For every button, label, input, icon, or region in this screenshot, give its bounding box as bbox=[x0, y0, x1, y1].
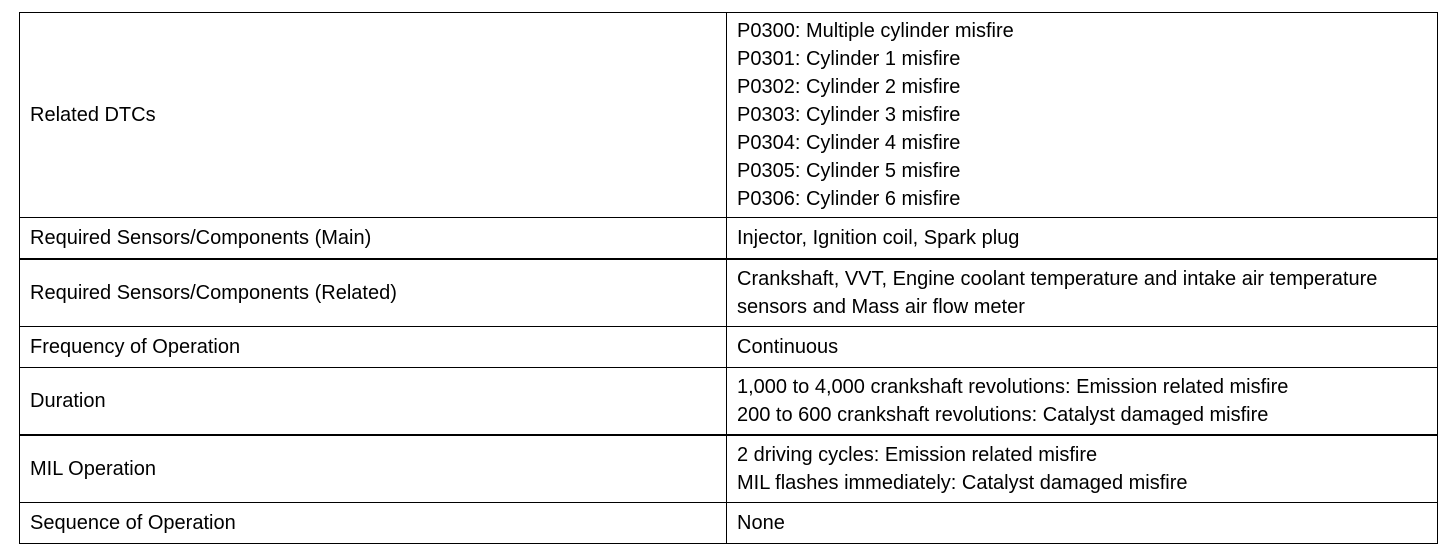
dtc-p0305: P0305: Cylinder 5 misfire bbox=[737, 160, 961, 182]
row-value-cell bbox=[727, 218, 1438, 260]
dtc-p0300: P0300: Multiple cylinder misfire bbox=[737, 20, 1014, 42]
row-value: MIL flashes immediately: Catalyst damaged misfire bbox=[737, 472, 1188, 494]
row-label-cell bbox=[20, 503, 727, 544]
dtc-p0302: P0302: Cylinder 2 misfire bbox=[737, 76, 961, 98]
row-value-cell bbox=[727, 435, 1438, 503]
dtc-p0304: P0304: Cylinder 4 misfire bbox=[737, 132, 961, 154]
row-value-cell bbox=[727, 259, 1438, 327]
table-row-required-main bbox=[20, 218, 1438, 260]
dtc-p0306: P0306: Cylinder 6 misfire bbox=[737, 188, 961, 210]
table-row-related-dtcs bbox=[20, 13, 1438, 218]
table-row-mil-operation bbox=[20, 435, 1438, 503]
table-row-frequency bbox=[20, 327, 1438, 368]
row-value-cell bbox=[727, 368, 1438, 436]
table-row-required-related bbox=[20, 259, 1438, 327]
row-label-cell bbox=[20, 368, 727, 436]
row-label: MIL Operation bbox=[30, 458, 156, 480]
row-value: Continuous bbox=[737, 336, 839, 358]
row-label-cell bbox=[20, 13, 727, 218]
monitor-spec-table bbox=[19, 12, 1438, 544]
row-value-cell bbox=[727, 13, 1438, 218]
row-label-cell bbox=[20, 435, 727, 503]
row-value: Crankshaft, VVT, Engine coolant temperature and intake air temperature sensors and Mass air flow meter bbox=[737, 268, 1378, 318]
row-value-cell bbox=[727, 503, 1438, 544]
row-value-cell bbox=[727, 327, 1438, 368]
table-row-sequence bbox=[20, 503, 1438, 544]
row-label: Sequence of Operation bbox=[30, 512, 236, 534]
row-label: Required Sensors/Components (Related) bbox=[30, 282, 397, 304]
row-label: Related DTCs bbox=[30, 104, 156, 126]
row-label-cell bbox=[20, 327, 727, 368]
row-value: None bbox=[737, 512, 785, 534]
row-value: 200 to 600 crankshaft revolutions: Catalyst damaged misfire bbox=[737, 404, 1269, 426]
row-label: Required Sensors/Components (Main) bbox=[30, 227, 372, 249]
dtc-p0303: P0303: Cylinder 3 misfire bbox=[737, 104, 961, 126]
row-value: 2 driving cycles: Emission related misfire bbox=[737, 444, 1098, 466]
dtc-p0301: P0301: Cylinder 1 misfire bbox=[737, 48, 961, 70]
row-label-cell bbox=[20, 218, 727, 260]
row-label: Duration bbox=[30, 390, 106, 412]
row-value: Injector, Ignition coil, Spark plug bbox=[737, 227, 1020, 249]
row-label: Frequency of Operation bbox=[30, 336, 241, 358]
row-value: 1,000 to 4,000 crankshaft revolutions: Emission related misfire bbox=[737, 376, 1289, 398]
row-label-cell bbox=[20, 259, 727, 327]
table-row-duration bbox=[20, 368, 1438, 436]
